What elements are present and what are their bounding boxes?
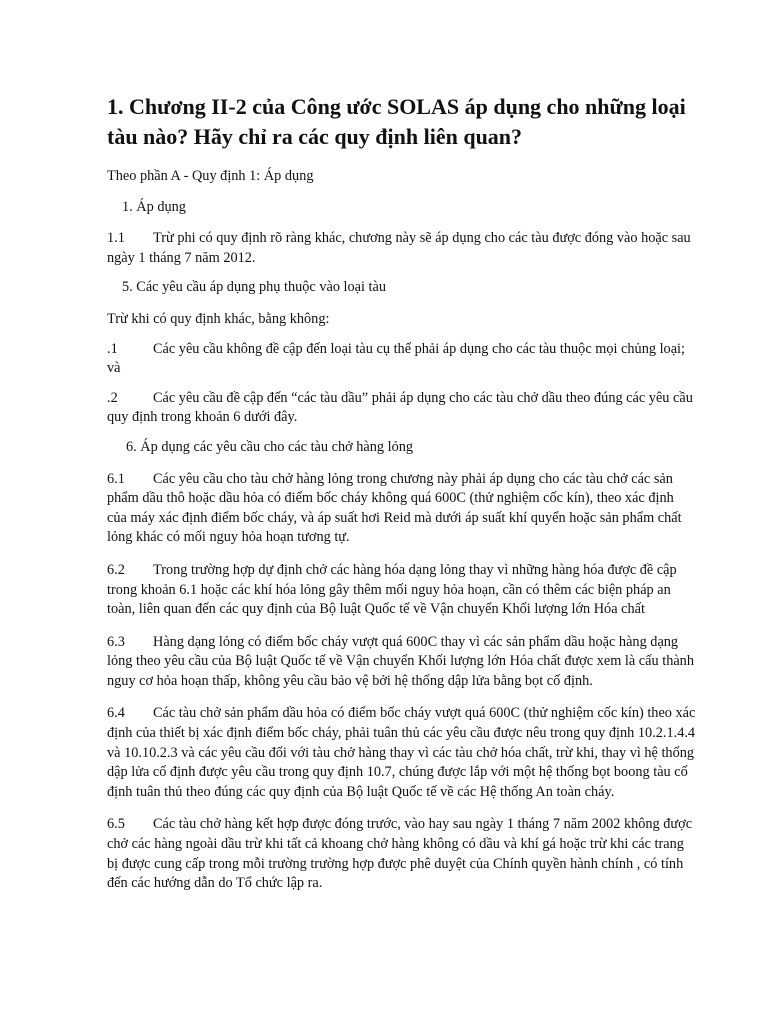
section-heading-5: 5. Các yêu cầu áp dụng phụ thuộc vào loại tàu (122, 279, 387, 296)
paragraph-text: Các tàu chở sản phẩm dầu hỏa có điểm bốc cháy vượt quá 600C (thử nghiệm cốc kín) theo xác định của thiết bị xác định điểm bốc cháy, phải tuân thủ các yêu cầu được nêu trong quy định 10.2.1.4.4 và 10.10.2.3 và các yêu cầu đối với tàu chở hàng thay vì các tàu chở hóa chất, trừ khi, thay vì hệ thống dập lửa cố định được yêu cầu trong quy định 10.7, chúng được lắp với một hệ thống bọt boong tàu cố định tuân thủ theo đúng các quy định của Bộ luật Quốc tế về các Hệ thống An toàn cháy. (107, 705, 696, 800)
paragraph-text: Các yêu cầu cho tàu chở hàng lỏng trong chương này phải áp dụng cho các tàu chở các sản phẩm dầu thô hoặc dầu hỏa có điểm bốc cháy không quá 600C (thử nghiệm cốc kín), theo xác định của máy xác định điểm bốc cháy, và áp suất hơi Reid mà dưới áp suất khí quyển hoặc sản phẩm chất lỏng khác có mối nguy hỏa hoạn tương tự. (107, 470, 682, 546)
paragraph-text: Các tàu chở hàng kết hợp được đóng trước, vào hay sau ngày 1 tháng 7 năm 2002 không được chở các hàng ngoài dầu trừ khi tất cả khoang chở hàng không có dầu và khí gá hoặc trừ khi các trang bị được cung cấp trong mỗi trường trường hợp được phê duyệt của Chính quyền hành chính , có tính đến các hướng dẫn do Tổ chức lập ra. (107, 816, 693, 892)
paragraph-number: 6.3 (107, 633, 125, 650)
paragraph-6-4 (107, 704, 697, 802)
document-content (107, 92, 697, 907)
paragraph-number: 6.1 (107, 470, 125, 487)
paragraph-number: 6.4 (107, 705, 125, 722)
intro-text: Theo phần A - Quy định 1: Áp dụng (107, 168, 314, 184)
section-heading-6: 6. Áp dụng các yêu cầu cho các tàu chở hàng lỏng (126, 438, 414, 455)
paragraph-number: .1 (107, 340, 118, 357)
paragraph-text: Các yêu cầu đề cập đến “các tàu dầu” phải áp dụng cho các tàu chở dầu theo đúng các yêu cầu quy định trong khoản 6 dưới đây. (107, 389, 693, 426)
paragraph-6-5 (107, 815, 697, 893)
paragraph-dot-1 (107, 340, 697, 379)
paragraph-number: 6.2 (107, 561, 125, 578)
paragraph-text: Các yêu cầu không đề cập đến loại tàu cụ thể phải áp dụng cho các tàu thuộc mọi chủng loại; và (107, 340, 685, 377)
section-heading-1: 1. Áp dụng (122, 198, 186, 215)
paragraph-6-1 (107, 470, 697, 548)
paragraph-number: .2 (107, 389, 118, 406)
paragraph-text: Trừ phi có quy định rõ ràng khác, chương này sẽ áp dụng cho các tàu được đóng vào hoặc sau ngày 1 tháng 7 năm 2012. (107, 230, 691, 266)
paragraph-text: Hàng dạng lỏng có điểm bốc cháy vượt quá 600C thay vì các sản phẩm dầu hoặc hàng dạng lỏng theo yêu cầu của Bộ luật Quốc tế về Vận chuyển Khối lượng lớn Hóa chất được xem là cấu thành nguy cơ hỏa hoạn thấp, không yêu cầu bảo vệ bởi hệ thống dập lửa bằng bọt cố định. (107, 633, 694, 689)
paragraph-6-2 (107, 561, 697, 620)
paragraph-6-3 (107, 633, 697, 692)
document-title: 1. Chương II-2 của Công ước SOLAS áp dụng cho những loại tàu nào? Hãy chỉ ra các quy định liên quan? (107, 94, 686, 149)
except-text: Trừ khi có quy định khác, bằng không: (107, 310, 330, 327)
paragraph-number: 6.5 (107, 816, 125, 833)
paragraph-text: Trong trường hợp dự định chở các hàng hóa dạng lỏng thay vì những hàng hóa được đề cập trong khoản 6.1 hoặc các khí hóa lỏng gây thêm mối nguy hỏa hoạn, cần có thêm các biện pháp an toàn, liên quan đến các quy định của Bộ luật Quốc tế về Vận chuyển Khối lượng lớn Hóa chất (107, 561, 677, 618)
paragraph-number: 1.1 (107, 230, 125, 247)
paragraph-1-1 (107, 229, 697, 268)
paragraph-dot-2 (107, 389, 697, 428)
